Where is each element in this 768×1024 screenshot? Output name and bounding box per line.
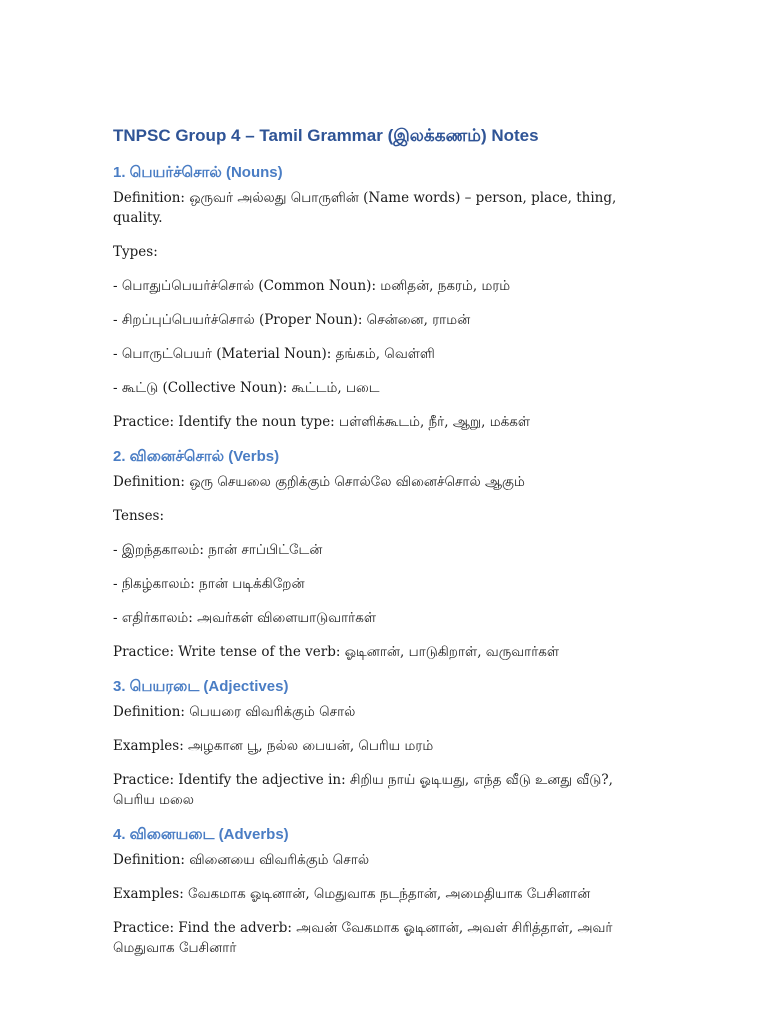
section-adjectives [113, 676, 653, 810]
section-heading: 4. வினையடை (Adverbs) [113, 826, 289, 843]
list-item: - நிகழ்காலம்: நான் படிக்கிறேன் [113, 576, 305, 592]
practice: Practice: Write tense of the verb: ஓடினான், பாடுகிறாள், வருவார்கள் [113, 644, 560, 660]
section-nouns [113, 162, 653, 432]
subheading: Tenses: [113, 508, 165, 524]
section-heading: 3. பெயரடை (Adjectives) [113, 678, 289, 695]
list-item: - பொதுப்பெயர்ச்சொல் (Common Noun): மனிதன், நகரம், மரம் [113, 278, 511, 294]
list-item: - பொருட்பெயர் (Material Noun): தங்கம், வெள்ளி [113, 346, 435, 362]
practice: Practice: Find the adverb: அவன் வேகமாக ஓடினான், அவள் சிரித்தாள், அவர் மெதுவாக பேசினார் [113, 920, 613, 956]
definition: Definition: ஒருவர் அல்லது பொருளின் (Name words) – person, place, thing, quality. [113, 190, 617, 226]
practice: Practice: Identify the noun type: பள்ளிக்கூடம், நீர், ஆறு, மக்கள் [113, 414, 531, 430]
section-heading: 2. வினைச்சொல் (Verbs) [113, 448, 280, 465]
list-item: - எதிர்காலம்: அவர்கள் விளையாடுவார்கள் [113, 610, 377, 626]
definition: Definition: பெயரை விவரிக்கும் சொல் [113, 704, 356, 720]
section-adverbs [113, 824, 653, 958]
subheading: Types: [113, 244, 158, 260]
list-item: - சிறப்புப்பெயர்ச்சொல் (Proper Noun): சென்னை, ராமன் [113, 312, 471, 328]
section-heading: 1. பெயர்ச்சொல் (Nouns) [113, 164, 283, 181]
section-verbs [113, 446, 653, 662]
definition: Definition: ஒரு செயலை குறிக்கும் சொல்லே வினைச்சொல் ஆகும் [113, 474, 525, 490]
list-item: - இறந்தகாலம்: நான் சாப்பிட்டேன் [113, 542, 323, 558]
document-title: TNPSC Group 4 – Tamil Grammar (இலக்கணம்) Notes [113, 126, 539, 145]
examples: Examples: வேகமாக ஓடினான், மெதுவாக நடந்தான், அமைதியாக பேசினான் [113, 886, 591, 902]
examples: Examples: அழகான பூ, நல்ல பையன், பெரிய மரம் [113, 738, 434, 754]
document-body [113, 124, 653, 972]
definition: Definition: வினையை விவரிக்கும் சொல் [113, 852, 370, 868]
practice: Practice: Identify the adjective in: சிறிய நாய் ஓடியது, எந்த வீடு உனது வீடு?, பெரிய மலை [113, 772, 613, 808]
list-item: - கூட்டு (Collective Noun): கூட்டம், படை [113, 380, 380, 396]
